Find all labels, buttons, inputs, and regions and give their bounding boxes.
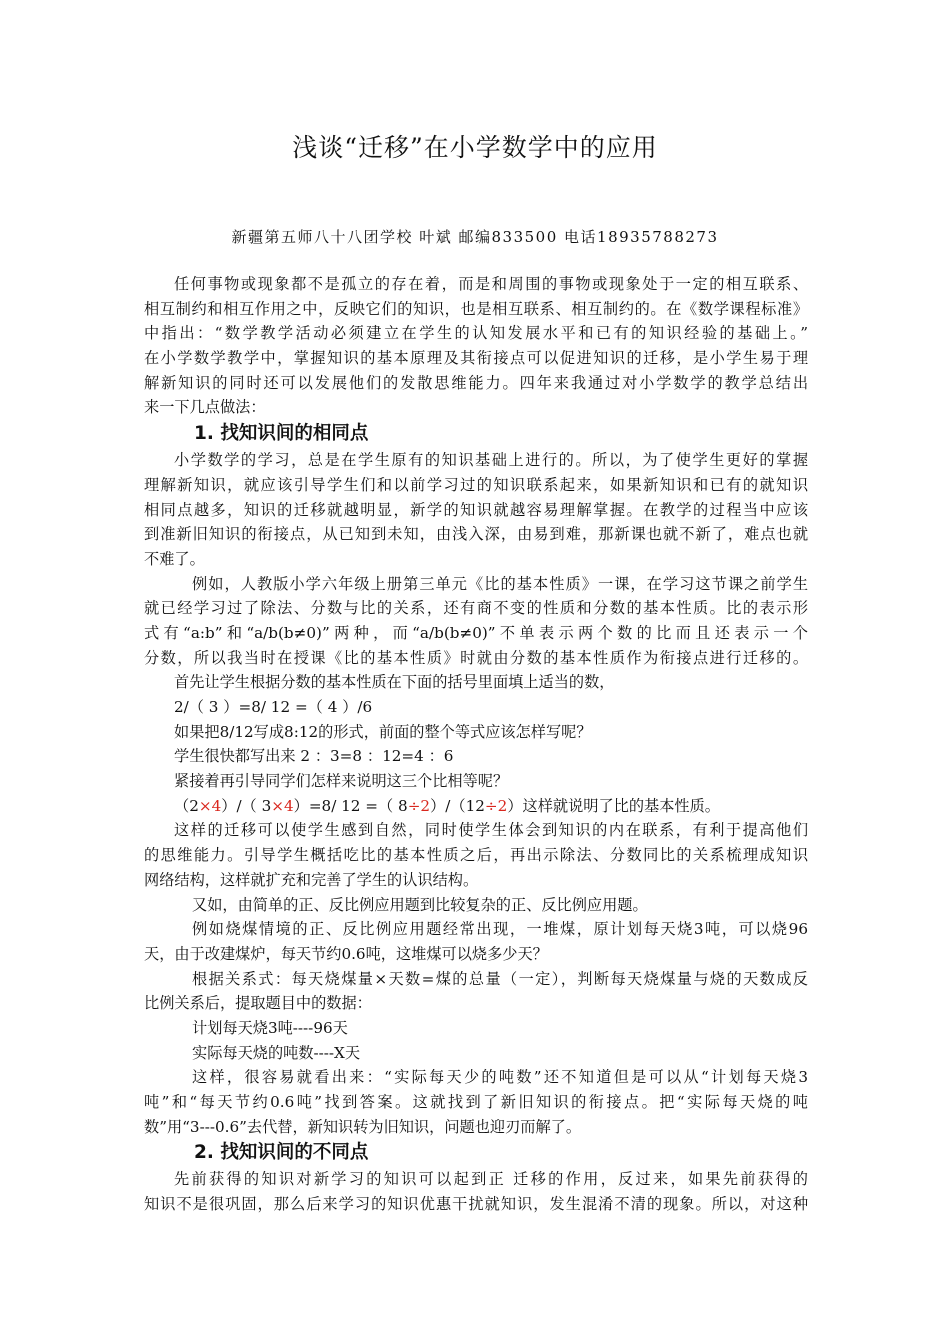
text-line: 又如，由简单的正、反比例应用题到比较复杂的正、反比例应用题。 xyxy=(192,895,648,914)
text-line: 吨”和“每天节约0.6吨”找到答案。这就找到了新旧知识的衔接点。把“实际每天烧的吨 xyxy=(144,1093,808,1111)
section-heading-2: 2. 找知识间的不同点 xyxy=(194,1142,369,1164)
text-line: 例如烧煤情境的正、反比例应用题经常出现，一堆煤，原计划每天烧3吨，可以烧96 xyxy=(192,920,808,939)
text-line: 在小学数学教学中，掌握知识的基本原理及其衔接点可以促进知识的迁移，是小学生易于理 xyxy=(144,349,808,368)
eq-part: （2 xyxy=(174,796,199,815)
text-line: 相互制约和相互作用之中，反映它们的知识，也是相互联系、相互制约的。在《数学课程标准》 xyxy=(144,299,808,318)
text-line: 解新知识的同时还可以发展他们的发散思维能力。四年来我通过对小学数学的教学总结出 xyxy=(144,373,808,392)
text-line: 理解新知识，就应该引导学生们和以前学习过的知识联系起来，如果新知识和已有的就知识 xyxy=(144,475,808,494)
text-line: 式有“a:b”和“a/b(b≠0)”两种，而“a/b(b≠0)”不单表示两个数的比而且还表示一个 xyxy=(144,623,808,642)
paragraph-transfer-benefit xyxy=(144,818,808,892)
text-line: 网络结构，这样就扩充和完善了学生的认识结构。 xyxy=(144,870,479,889)
document-title: 浅谈“迁移”在小学数学中的应用 xyxy=(292,133,658,162)
eq-highlight: ÷2 xyxy=(484,796,508,815)
text-line: 紧接着再引导同学们怎样来说明这三个比相等呢？ xyxy=(174,772,509,791)
text-line: 就已经学习过了除法、分数与比的关系，还有商不变的性质和分数的基本性质。比的表示形 xyxy=(144,599,808,618)
text-line: 学生很快都写出来 2 ：3=8 ：12=4 ：6 xyxy=(174,747,454,766)
eq-part: ）=8/ 12 =（ 8 xyxy=(293,796,408,815)
text-line: 的思维能力。引导学生概括吃比的基本性质之后，再出示除法、分数同比的关系梳理成知识 xyxy=(144,846,808,865)
paragraph-solution xyxy=(144,1065,808,1139)
text-line: 知识不是很巩固，那么后来学习的知识优惠干扰就知识，发生混淆不清的现象。所以，对这种 xyxy=(144,1195,808,1214)
eq-part: ）/（12 xyxy=(430,796,485,815)
equation-line-colored xyxy=(144,794,808,819)
text-line: 来一下几点做法： xyxy=(144,398,266,417)
text-line: 相同点越多，知识的迁移就越明显，新学的知识就越容易理解掌握。在教学的过程当中应该 xyxy=(144,500,808,519)
paragraph-coal-problem xyxy=(144,917,808,966)
text-line: 天，由于改建煤炉，每天节约0.6吨，这堆煤可以烧多少天？ xyxy=(144,944,548,963)
text-line: 根据关系式：每天烧煤量×天数=煤的总量（一定），判断每天烧煤量与烧的天数成反 xyxy=(192,969,808,988)
equation-line: 2/（ 3 ）=8/ 12 =（ 4 ）/6 xyxy=(174,698,373,716)
text-line: 先前获得的知识对新学习的知识可以起到正 迁移的作用，反过来，如果先前获得的 xyxy=(174,1170,808,1189)
data-line: 计划每天烧3吨----96天 xyxy=(192,1018,348,1037)
document-body xyxy=(144,272,808,1217)
paragraph-differences xyxy=(144,1167,808,1216)
text-line: 首先让学生根据分数的基本性质在下面的括号里面填上适当的数， xyxy=(174,673,615,692)
eq-part: ）这样就说明了比的基本性质。 xyxy=(507,796,720,815)
paragraph-intro xyxy=(144,272,808,420)
eq-highlight: ÷2 xyxy=(407,796,431,815)
section-heading-1: 1. 找知识间的相同点 xyxy=(194,423,369,445)
text-line: 分数，所以我当时在授课《比的基本性质》时就由分数的基本性质作为衔接点进行迁移的。 xyxy=(144,648,808,667)
text-line: 任何事物或现象都不是孤立的存在着，而是和周围的事物或现象处于一定的相互联系、 xyxy=(174,275,808,293)
eq-part: ）/（ 3 xyxy=(221,796,272,815)
text-line: 如果把8/12写成8:12的形式，前面的整个等式应该怎样写呢？ xyxy=(174,722,592,741)
data-line: 实际每天烧的吨数----X天 xyxy=(192,1043,361,1062)
paragraph-learning xyxy=(144,448,808,571)
text-line: 到准新旧知识的衔接点，从已知到未知，由浅入深，由易到难，那新课也就不新了，难点也就 xyxy=(144,525,808,544)
text-line: 中指出：“数学教学活动必须建立在学生的认知发展水平和已有的知识经验的基础上。” xyxy=(144,324,808,343)
text-line: 小学数学的学习，总是在学生原有的知识基础上进行的。所以，为了使学生更好的掌握 xyxy=(174,451,808,470)
paragraph-relation xyxy=(144,967,808,1016)
text-line: 比例关系后，提取题目中的数据： xyxy=(144,994,372,1013)
author-byline: 新疆第五师八十八团学校 叶斌 邮编833500 电话18935788273 xyxy=(231,228,719,246)
eq-highlight: ×4 xyxy=(198,796,222,815)
paragraph-example-ratio xyxy=(144,572,808,671)
text-line: 例如，人教版小学六年级上册第三单元《比的基本性质》一课，在学习这节课之前学生 xyxy=(192,574,808,593)
text-line: 数”用“3---0.6”去代替，新知识转为旧知识，问题也迎刃而解了。 xyxy=(144,1117,582,1136)
eq-highlight: ×4 xyxy=(271,796,294,815)
text-line: 不难了。 xyxy=(144,549,205,568)
text-line: 这样，很容易就看出来：“实际每天少的吨数”还不知道但是可以从“计划每天烧3 xyxy=(192,1068,808,1087)
text-line: 这样的迁移可以使学生感到自然，同时使学生体会到知识的内在联系，有利于提高他们 xyxy=(174,821,808,840)
